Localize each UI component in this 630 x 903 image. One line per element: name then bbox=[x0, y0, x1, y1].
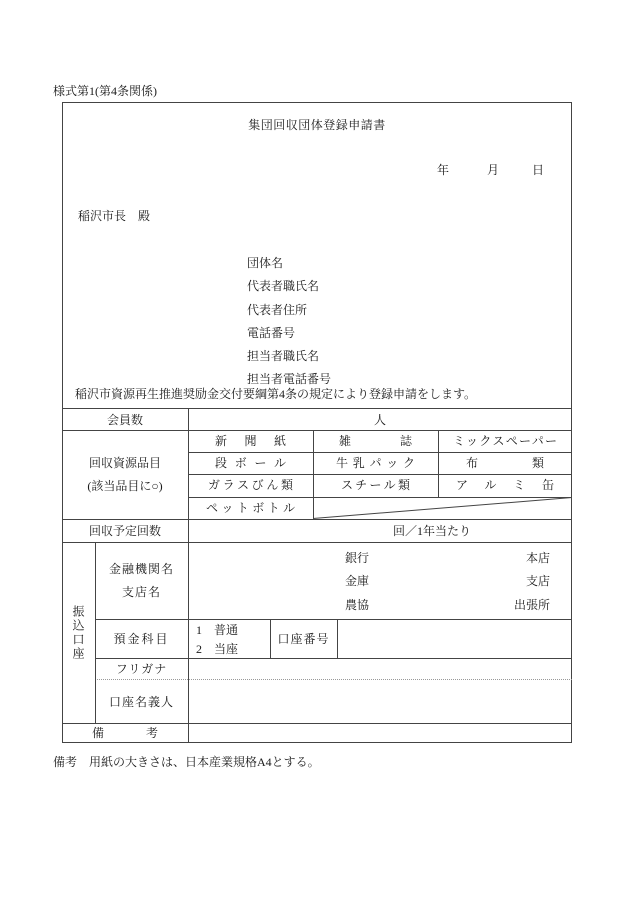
date-year-label: 年 bbox=[437, 163, 450, 177]
applicant-field-representative-address: 代表者住所 bbox=[247, 302, 308, 317]
bank-type-options bbox=[345, 547, 369, 617]
deposit-type-options bbox=[188, 619, 270, 658]
item-cell-milk-carton: 牛乳パック bbox=[336, 456, 415, 470]
bank-type-bank: 銀行 bbox=[345, 551, 370, 565]
applicant-field-contact-phone: 担当者電話番号 bbox=[247, 372, 332, 387]
items-label bbox=[62, 430, 188, 519]
items-label-line1: 回収資源品目 bbox=[88, 455, 161, 470]
frequency-unit: 回／1年当たり bbox=[393, 524, 472, 538]
item-cell-steel: スチール類 bbox=[341, 478, 410, 492]
form-number: 様式第1(第4条関係) bbox=[53, 84, 157, 98]
declaration-text: 稲沢市資源再生推進奨励金交付要綱第4条の規定により登録申請をします。 bbox=[75, 387, 477, 401]
frequency-label: 回収予定回数 bbox=[88, 524, 161, 538]
bank-name-label-line2: 支店名 bbox=[121, 584, 161, 599]
addressee: 稲沢市長 殿 bbox=[78, 209, 151, 223]
items-label-line2: (該当品目に○) bbox=[87, 478, 163, 493]
applicant-field-representative-name: 代表者職氏名 bbox=[247, 279, 320, 294]
item-cell-magazine: 雑誌 bbox=[339, 434, 412, 448]
branch-type-branch: 支店 bbox=[525, 574, 550, 589]
applicant-field-contact-name: 担当者職氏名 bbox=[247, 349, 320, 364]
date-month-label: 月 bbox=[487, 163, 500, 177]
item-cell-newspaper: 新聞紙 bbox=[215, 434, 286, 448]
applicant-field-group-name: 団体名 bbox=[247, 256, 284, 270]
applicant-field-phone: 電話番号 bbox=[247, 325, 296, 340]
item-cell-mixed-paper: ミックスペーパー bbox=[453, 434, 557, 448]
applicant-fields bbox=[247, 252, 331, 392]
item-cell-aluminum-cans: アルミ缶 bbox=[456, 478, 554, 492]
branch-type-head-office: 本店 bbox=[525, 551, 550, 565]
account-number-label: 口座番号 bbox=[277, 632, 330, 646]
form-title: 集団回収団体登録申請書 bbox=[248, 118, 386, 132]
account-holder-label: 口座名義人 bbox=[108, 694, 174, 709]
branch-type-options bbox=[460, 547, 550, 617]
deposit-type-label: 預金科目 bbox=[113, 632, 170, 646]
grid-line-vertical bbox=[337, 619, 338, 658]
item-cell-cardboard: 段ボール bbox=[215, 456, 286, 470]
deposit-option-current: 2 当座 bbox=[196, 641, 239, 656]
bank-name-label bbox=[95, 542, 188, 619]
item-cell-cloth: 布類 bbox=[466, 456, 544, 470]
bank-type-shinkin: 金庫 bbox=[345, 574, 370, 589]
item-cell-pet-bottles: ペットボトル bbox=[206, 501, 295, 515]
date-day-label: 日 bbox=[532, 163, 545, 177]
deposit-option-ordinary: 1 普通 bbox=[196, 623, 239, 637]
furigana-label: フリガナ bbox=[115, 662, 168, 676]
member-count-unit: 人 bbox=[373, 412, 386, 427]
member-count-label: 会員数 bbox=[106, 412, 143, 427]
bank-type-agri-coop: 農協 bbox=[345, 597, 370, 612]
bank-name-label-line1: 金融機関名 bbox=[108, 561, 174, 576]
remarks-label: 備考 bbox=[92, 726, 158, 740]
footnote: 備考 用紙の大きさは、日本産業規格A4とする。 bbox=[53, 755, 320, 769]
diagonal-strikethrough bbox=[313, 497, 572, 519]
account-section-label: 振込口座 bbox=[71, 604, 85, 661]
branch-type-sub-branch: 出張所 bbox=[513, 597, 550, 612]
item-cell-glass-bottles: ガラスびん類 bbox=[208, 478, 293, 492]
